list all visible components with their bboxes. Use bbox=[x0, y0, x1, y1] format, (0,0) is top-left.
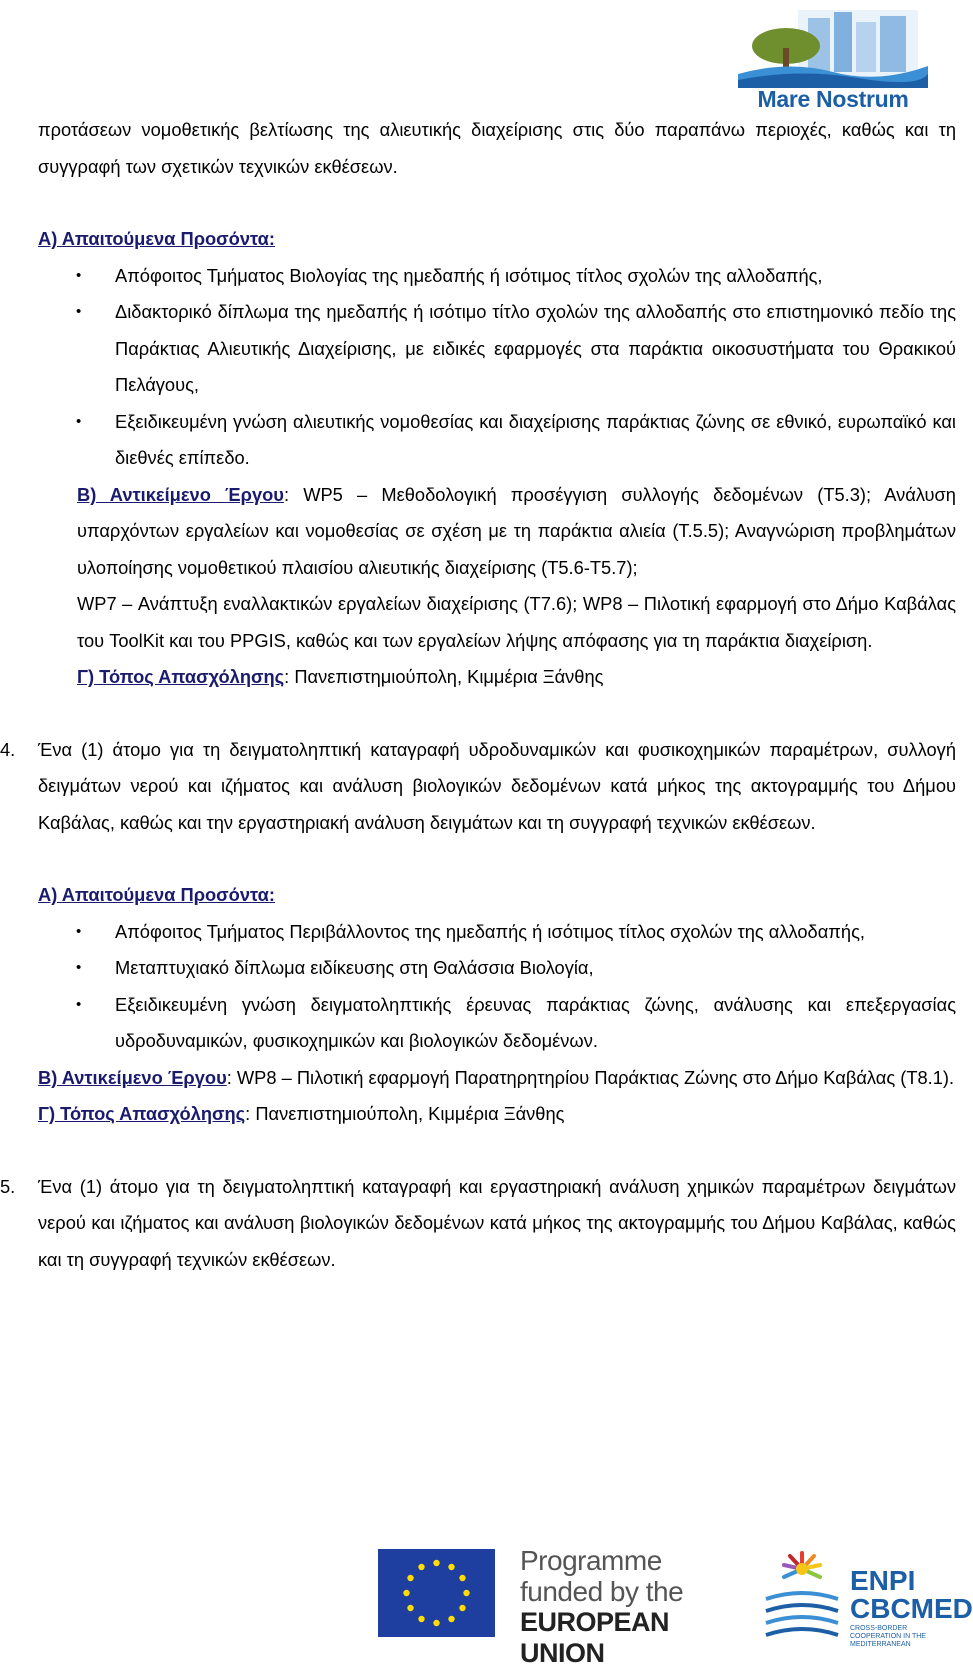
eu-line-3: EUROPEAN UNION bbox=[520, 1607, 670, 1668]
eu-programme-text bbox=[520, 1545, 740, 1669]
intro-paragraph: προτάσεων νομοθετικής βελτίωσης της αλιευτικής διαχείρισης στις δύο παραπάνω περιοχές, καθώς και τη συγγραφή των σχετικών τεχνικών εκθέσεων. bbox=[38, 119, 956, 177]
eu-flag-icon bbox=[378, 1549, 495, 1637]
item5-paragraph bbox=[0, 1169, 956, 1279]
logo-brand-text: Mare Nostrum bbox=[757, 86, 909, 112]
project-object-heading: Β) Αντικείμενο Έργου bbox=[77, 483, 284, 505]
item4-project-object bbox=[38, 1060, 956, 1097]
enpi-line-2: CBCMED bbox=[850, 1593, 973, 1624]
list-item: • Απόφοιτος Τμήματος Βιολογίας της ημεδαπής ή ισότιμος τίτλος σχολών της αλλοδαπής, bbox=[38, 258, 956, 295]
qualifications-heading: Α) Απαιτούμενα Προσόντα: bbox=[38, 228, 275, 249]
enpi-cbcmed-logo bbox=[762, 1547, 973, 1648]
item4-workplace bbox=[38, 1096, 956, 1133]
workplace-text: : Πανεπιστημιούπολη, Κιμμέρια Ξάνθης bbox=[245, 1103, 565, 1124]
list-item: • Εξειδικευμένη γνώση δειγματοληπτικής έρευνας παράκτιας ζώνης, ανάλυσης και επεξεργασίας υδροδυναμικών, φυσικοχημικών και βιολογικών δεδομένων. bbox=[38, 987, 956, 1060]
list-item: • Μεταπτυχιακό δίπλωμα ειδίκευσης στη Θαλάσσια Βιολογία, bbox=[38, 950, 956, 987]
list-item: • Εξειδικευμένη γνώση αλιευτικής νομοθεσίας και διαχείρισης παράκτιας ζώνης σε εθνικό, ευρωπαϊκό και διεθνές επίπεδο. bbox=[38, 404, 956, 477]
section3-qualifications-title bbox=[38, 221, 956, 258]
eu-line-1: Programme bbox=[520, 1545, 662, 1576]
item4-text: Ένα (1) άτομο για τη δειγματοληπτική καταγραφή υδροδυναμικών και φυσικοχημικών παραμέτρων, συλλογή δειγμάτων νερού και ιζήματος και ανάλυση βιολογικών δεδομένων κατά μήκος της ακτογραμμής του Δήμου Καβάλας, καθώς και την εργαστηριακή ανάλυση δειγμάτων και τη συγγραφή τεχνικών εκθέσεων. bbox=[38, 738, 956, 833]
workplace-heading: Γ) Τόπος Απασχόλησης bbox=[38, 1103, 246, 1124]
item-number: 4. bbox=[0, 738, 16, 760]
enpi-line-3: CROSS-BORDER COOPERATION IN THE MEDITERRANEAN bbox=[850, 1625, 926, 1648]
item4-paragraph bbox=[0, 732, 956, 842]
workplace-text: : Πανεπιστημιούπολη, Κιμμέρια Ξάνθης bbox=[284, 666, 604, 687]
mare-nostrum-emblem-icon bbox=[738, 8, 928, 88]
item4-qualifications-title bbox=[38, 877, 956, 914]
project-object-text: : WP5 – Μεθοδολογική προσέγγιση συλλογής δεδομένων (Τ5.3); Ανάλυση υπαρχόντων εργαλείων και νομοθεσίας σε σχέση με τη παράκτια αλιεία (Τ.5.5); Αναγνώριση προβλημάτων υλοποίησης νομοθετικού πλαισίου αλιευτικής διαχείρισης (Τ5.6-Τ5.7); bbox=[77, 483, 956, 578]
section3-project-object bbox=[38, 477, 956, 587]
section3-project-object-cont: WP7 – Ανάπτυξη εναλλακτικών εργαλείων διαχείρισης (Τ7.6); WP8 – Πιλοτική εφαρμογή στο Δήμο Καβάλας του ToolKit και του PPGIS, καθώς και των εργαλείων λήψης απόφασης για τη παράκτια διαχείριση. bbox=[77, 593, 956, 651]
footer-logos bbox=[0, 1545, 973, 1668]
item4-qualifications-list bbox=[38, 914, 956, 1060]
section3-qualifications-list bbox=[38, 258, 956, 477]
mare-nostrum-logo bbox=[738, 8, 928, 110]
section3-workplace bbox=[38, 659, 956, 696]
eu-line-2: funded by the bbox=[520, 1576, 684, 1607]
qualifications-heading: Α) Απαιτούμενα Προσόντα: bbox=[38, 884, 275, 905]
workplace-heading: Γ) Τόπος Απασχόλησης bbox=[77, 666, 285, 687]
project-object-text: : WP8 – Πιλοτική εφαρμογή Παρατηρητηρίου Παράκτιας Ζώνης στο Δήμο Καβάλας (Τ8.1). bbox=[226, 1066, 955, 1088]
project-object-heading: Β) Αντικείμενο Έργου bbox=[38, 1066, 227, 1088]
item5-text: Ένα (1) άτομο για τη δειγματοληπτική καταγραφή και εργαστηριακή ανάλυση χημικών παραμέτρων δειγμάτων νερού και ιζήματος και ανάλυση βιολογικών δεδομένων κατά μήκος της ακτογραμμής του Δήμου Καβάλας, καθώς και τη συγγραφή τεχνικών εκθέσεων. bbox=[38, 1175, 956, 1270]
enpi-line-1: ENPI bbox=[850, 1565, 916, 1596]
document-body bbox=[0, 112, 956, 1278]
item-number: 5. bbox=[0, 1175, 16, 1197]
list-item: • Απόφοιτος Τμήματος Περιβάλλοντος της ημεδαπής ή ισότιμος τίτλος σχολών της αλλοδαπής, bbox=[38, 914, 956, 951]
enpi-sun-icon bbox=[762, 1547, 842, 1641]
list-item: • Διδακτορικό δίπλωμα της ημεδαπής ή ισότιμο τίτλο σχολών της αλλοδαπής στο επιστημονικό πεδίο της Παράκτιας Αλιευτικής Διαχείρισης, με ειδικές εφαρμογές στα παράκτια οικοσυστήματα του Θρακικού Πελάγους, bbox=[38, 294, 956, 404]
